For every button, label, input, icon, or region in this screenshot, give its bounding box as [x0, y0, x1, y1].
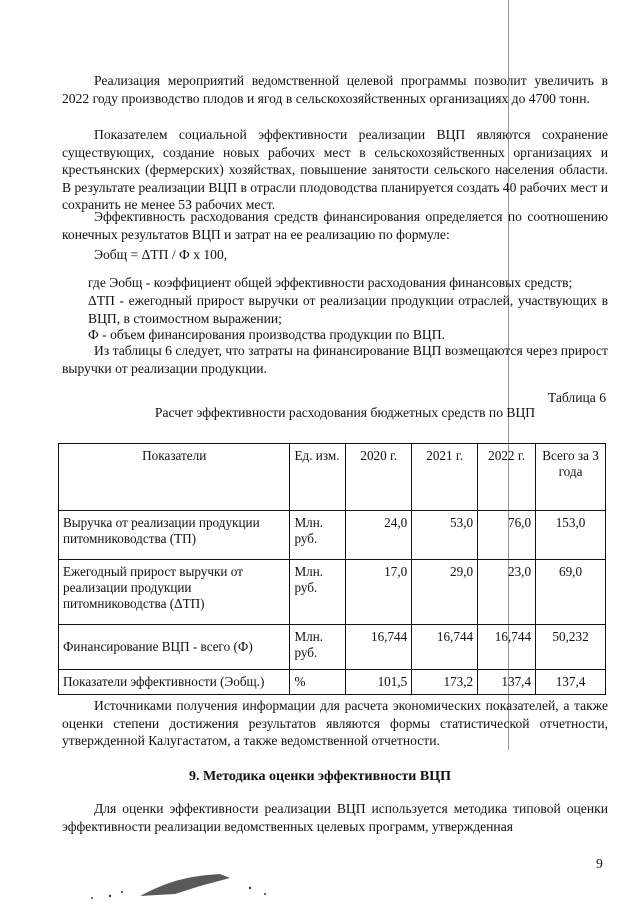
row-unit: Млн. руб. — [290, 625, 346, 670]
paragraph-social-efficiency: Показателем социальной эффективности реализации ВЦП являются сохранение существующих, создание новых рабочих мест в сельскохозяйственных организациях и крестьянских (фермерских) хозяйствах, повышение занятости сельского населения области. В результате реализации ВЦП в отрасли плодоводства планируется создать 40 рабочих мест и сохранить не менее 53 рабочих мест. — [62, 127, 608, 212]
row-value-total: 137,4 — [536, 670, 606, 695]
row-value-2022: 16,744 — [478, 625, 536, 670]
row-indicator: Финансирование ВЦП - всего (Ф) — [59, 625, 290, 670]
paragraph-spending-efficiency: Эффективность расходования средств финансирования определяется по соотношению конечных результатов ВЦП и затрат на ее реализацию по формуле: — [62, 209, 608, 242]
row-value-total: 50,232 — [536, 625, 606, 670]
table-title: Расчет эффективности расходования бюджетных средств по ВЦП — [154, 405, 536, 420]
table-row — [59, 625, 606, 670]
table-row — [59, 560, 606, 625]
paragraph-table-conclusion: Из таблицы 6 следует, что затраты на финансирование ВЦП возмещаются через прирост выручки от реализации продукции. — [62, 343, 608, 376]
header-2022: 2022 г. — [478, 444, 536, 511]
efficiency-table — [58, 443, 606, 695]
definition-eobshch: где Эобщ - коэффициент общей эффективности расходования финансовых средств; — [88, 275, 573, 290]
header-2020: 2020 г. — [346, 444, 412, 511]
scan-noise-artifact — [80, 866, 320, 902]
row-unit: Млн. руб. — [290, 511, 346, 560]
table-label: Таблица 6 — [547, 390, 606, 405]
row-indicator: Показатели эффективности (Эобщ.) — [59, 670, 290, 695]
row-value-2020: 16,744 — [346, 625, 412, 670]
section-heading: 9. Методика оценки эффективности ВЦП — [189, 769, 451, 784]
page-number: 9 — [596, 856, 603, 871]
row-value-2021: 173,2 — [412, 670, 478, 695]
row-value-2020: 101,5 — [346, 670, 412, 695]
table-row — [59, 670, 606, 695]
paragraph-production-increase: Реализация мероприятий ведомственной целевой программы позволит увеличить в 2022 году производство плодов и ягод в сельскохозяйственных организациях до 4700 тонн. — [62, 73, 608, 106]
definition-delta-tp: ΔТП - ежегодный прирост выручки от реализации продукции отраслей, участвующих в ВЦП, в стоимостном выражении; — [88, 293, 608, 326]
header-unit: Ед. изм. — [290, 444, 346, 511]
row-indicator: Выручка от реализации продукции питомниководства (ТП) — [59, 511, 290, 560]
efficiency-formula: Эобщ = ΔТП / Ф х 100, — [94, 247, 228, 262]
table-row — [59, 511, 606, 560]
row-unit: % — [290, 670, 346, 695]
row-value-2021: 53,0 — [412, 511, 478, 560]
row-value-total: 153,0 — [536, 511, 606, 560]
definition-f: Ф - объем финансирования производства продукции по ВЦП. — [88, 327, 445, 342]
row-unit: Млн. руб. — [290, 560, 346, 625]
row-value-2020: 24,0 — [346, 511, 412, 560]
row-value-2022: 23,0 — [478, 560, 536, 625]
row-value-2020: 17,0 — [346, 560, 412, 625]
row-value-2021: 16,744 — [412, 625, 478, 670]
table-header-row — [59, 444, 606, 511]
header-indicator: Показатели — [59, 444, 290, 511]
row-value-2022: 76,0 — [478, 511, 536, 560]
row-value-2022: 137,4 — [478, 670, 536, 695]
paragraph-information-sources: Источниками получения информации для расчета экономических показателей, а также оценки степени достижения результатов являются формы статистической отчетности, утвержденной Калугастатом, а также ведомственной отчетности. — [62, 698, 608, 748]
paragraph-methodology: Для оценки эффективности реализации ВЦП используется методика типовой оценки эффективности реализации ведомственных целевых программ, утвержденная — [62, 801, 608, 834]
row-indicator: Ежегодный прирост выручки от реализации продукции питомниководства (ΔТП) — [59, 560, 290, 625]
header-total: Всего за 3 года — [536, 444, 606, 511]
row-value-2021: 29,0 — [412, 560, 478, 625]
row-value-total: 69,0 — [536, 560, 606, 625]
header-2021: 2021 г. — [412, 444, 478, 511]
